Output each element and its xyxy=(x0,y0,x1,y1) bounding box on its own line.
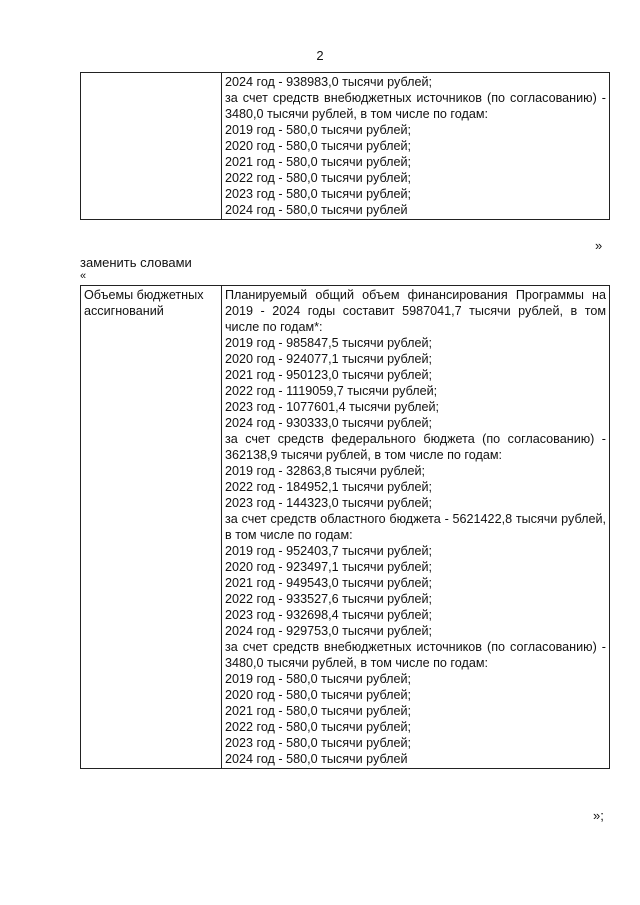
intro-paragraph: Планируемый общий объем финансирования Программы на 2019 - 2024 годы составит 5987041,7 тысячи рублей, в том числе по годам*: xyxy=(225,288,606,334)
list-item: 2022 год - 933527,6 тысячи рублей; xyxy=(225,592,432,606)
list-item: 2019 год - 580,0 тысячи рублей; xyxy=(225,123,411,137)
list-item: 2020 год - 924077,1 тысячи рублей; xyxy=(225,352,432,366)
content-cell xyxy=(222,73,610,220)
label-cell xyxy=(81,286,222,769)
list-item: 2019 год - 985847,5 тысячи рублей; xyxy=(225,336,432,350)
list-item: 2023 год - 580,0 тысячи рублей; xyxy=(225,736,411,750)
budget-table-new xyxy=(80,285,610,769)
list-item: 2020 год - 580,0 тысячи рублей; xyxy=(225,139,411,153)
row-label: Объемы бюджетных ассигнований xyxy=(84,288,204,318)
page-number: 2 xyxy=(316,48,324,63)
regional-paragraph: за счет средств областного бюджета - 5621422,8 тысячи рублей, в том числе по годам: xyxy=(225,512,606,542)
list-item: 2022 год - 184952,1 тысячи рублей; xyxy=(225,480,432,494)
list-item: 2022 год - 580,0 тысячи рублей; xyxy=(225,720,411,734)
list-item: 2019 год - 580,0 тысячи рублей; xyxy=(225,672,411,686)
table-row xyxy=(81,286,610,769)
extra-budget-paragraph: за счет средств внебюджетных источников (по согласованию) - 3480,0 тысячи рублей, в том числе по годам: xyxy=(225,91,606,121)
list-item: 2023 год - 580,0 тысячи рублей; xyxy=(225,187,411,201)
list-item: 2022 год - 1119059,7 тысячи рублей; xyxy=(225,384,438,398)
extra-budget-paragraph: за счет средств внебюджетных источников (по согласованию) - 3480,0 тысячи рублей, в том числе по годам: xyxy=(225,640,606,670)
table-row xyxy=(81,73,610,220)
closing-quote: » xyxy=(595,238,603,253)
closing-quote-semicolon: »; xyxy=(593,808,604,823)
label-cell-empty xyxy=(81,73,222,220)
list-item: 2024 год - 930333,0 тысячи рублей; xyxy=(225,416,432,430)
list-item: 2023 год - 932698,4 тысячи рублей; xyxy=(225,608,432,622)
list-item: 2023 год - 144323,0 тысячи рублей; xyxy=(225,496,432,510)
list-item: 2020 год - 923497,1 тысячи рублей; xyxy=(225,560,432,574)
list-item: 2021 год - 949543,0 тысячи рублей; xyxy=(225,576,432,590)
list-item: 2021 год - 950123,0 тысячи рублей; xyxy=(225,368,432,382)
list-item: 2019 год - 952403,7 тысячи рублей; xyxy=(225,544,432,558)
list-item: 2022 год - 580,0 тысячи рублей; xyxy=(225,171,411,185)
list-item: 2024 год - 929753,0 тысячи рублей; xyxy=(225,624,432,638)
opening-quote: « xyxy=(80,270,87,282)
federal-paragraph: за счет средств федерального бюджета (по согласованию) - 362138,9 тысячи рублей, в том числе по годам: xyxy=(225,432,606,462)
budget-table-old xyxy=(80,72,610,220)
list-item: 2021 год - 580,0 тысячи рублей; xyxy=(225,704,411,718)
content-cell xyxy=(222,286,610,769)
list-item: 2024 год - 938983,0 тысячи рублей; xyxy=(225,75,432,89)
replace-instruction: заменить словами xyxy=(80,255,192,270)
list-item: 2023 год - 1077601,4 тысячи рублей; xyxy=(225,400,439,414)
list-item: 2020 год - 580,0 тысячи рублей; xyxy=(225,688,411,702)
list-item: 2021 год - 580,0 тысячи рублей; xyxy=(225,155,411,169)
list-item: 2024 год - 580,0 тысячи рублей xyxy=(225,203,408,217)
list-item: 2019 год - 32863,8 тысячи рублей; xyxy=(225,464,425,478)
list-item: 2024 год - 580,0 тысячи рублей xyxy=(225,752,408,766)
